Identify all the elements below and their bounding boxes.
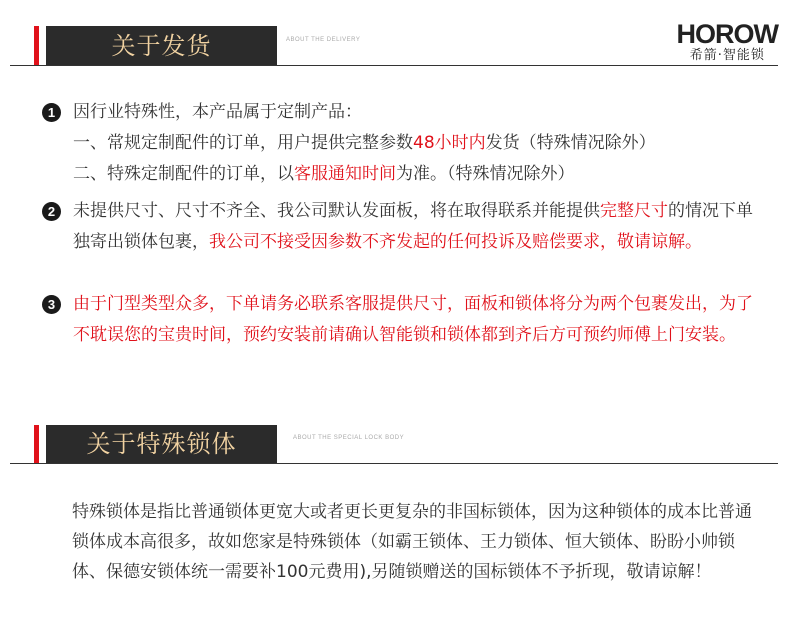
item-line bbox=[73, 128, 762, 159]
divider-line bbox=[10, 65, 778, 66]
logo-tagline: 希箭·智能锁 bbox=[689, 48, 765, 63]
list-item bbox=[42, 97, 762, 190]
list-item bbox=[42, 289, 762, 351]
item-line: 因行业特殊性，本产品属于定制产品： bbox=[73, 102, 362, 122]
item-line bbox=[73, 159, 762, 190]
section-title-special-lock: 关于特殊锁体 bbox=[46, 425, 277, 463]
text-segment: 二、特殊定制配件的订单，以 bbox=[73, 164, 294, 184]
number-badge: 1 bbox=[42, 103, 61, 122]
text-segment: 未提供尺寸、尺寸不齐全、我公司默认发面板，将在取得联系并能提供 bbox=[73, 201, 600, 221]
list-item bbox=[42, 196, 762, 258]
highlight-text: 客服通知时间 bbox=[294, 164, 396, 184]
section-title-delivery: 关于发货 bbox=[46, 26, 277, 66]
brand-logo bbox=[677, 20, 778, 63]
special-lock-paragraph: 特殊锁体是指比普通锁体更宽大或者更长更复杂的非国标锁体，因为这种锁体的成本比普通锁体成本高很多，故如您家是特殊锁体（如霸王锁体、王力锁体、恒大锁体、盼盼小帅锁体、保德安锁体统一需要补100元费用),另随锁赠送的国标锁体不予折现，敬请谅解！ bbox=[72, 502, 752, 582]
number-badge: 3 bbox=[42, 295, 61, 314]
section-subtitle-delivery: ABOUT THE DELIVERY bbox=[286, 37, 361, 43]
logo-wordmark: HOROW bbox=[676, 19, 778, 49]
text-segment: 一、常规定制配件的订单，用户提供完整参数 bbox=[73, 133, 413, 153]
section-subtitle-special-lock: ABOUT THE SPECIAL LOCK BODY bbox=[293, 435, 405, 441]
highlight-text: 48小时内 bbox=[413, 133, 486, 153]
item-text bbox=[42, 196, 762, 258]
divider-line bbox=[10, 463, 778, 464]
highlight-text: 我公司不接受因参数不齐发起的任何投诉及赔偿要求，敬请谅解。 bbox=[209, 232, 702, 252]
number-badge: 2 bbox=[42, 202, 61, 221]
text-segment: 发货（特殊情况除外） bbox=[485, 133, 656, 153]
highlight-text: 完整尺寸 bbox=[600, 201, 668, 221]
accent-bar bbox=[34, 425, 39, 463]
text-segment: 的情况下单独寄出锁体包裹， bbox=[73, 201, 753, 252]
text-segment: 为准。（特殊情况除外） bbox=[396, 164, 575, 184]
accent-bar bbox=[34, 26, 39, 66]
item-text: 由于门型类型众多，下单请务必联系客服提供尺寸，面板和锁体将分为两个包裹发出，为了不耽误您的宝贵时间，预约安装前请确认智能锁和锁体都到齐后方可预约师傅上门安装。 bbox=[73, 294, 753, 345]
item-text bbox=[42, 97, 762, 190]
